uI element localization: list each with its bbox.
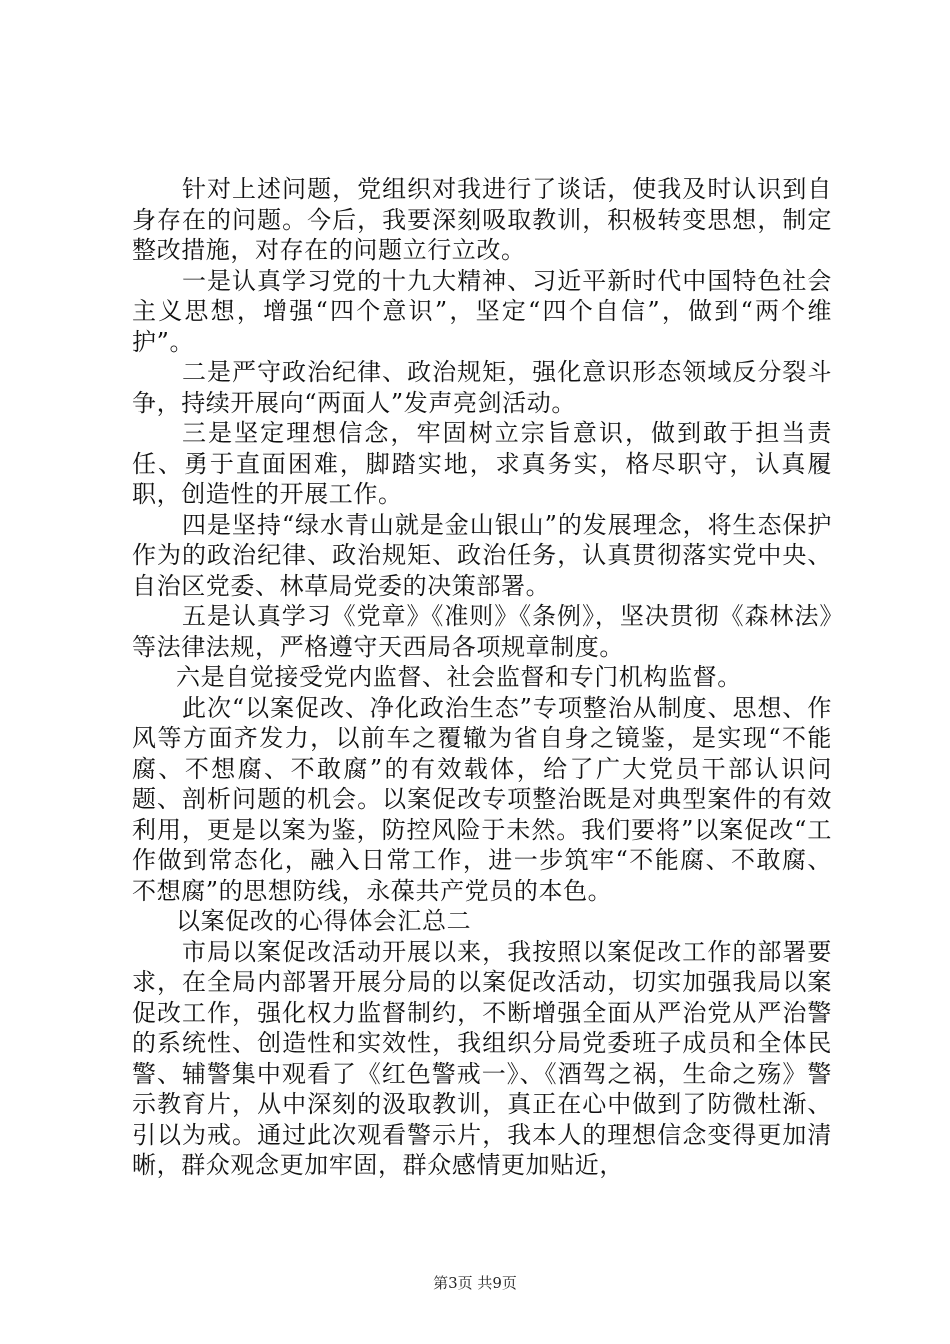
paragraph-1: 针对上述问题，党组织对我进行了谈话，使我及时认识到自身存在的问题。今后，我要深刻吸取教训，积极转变思想，制定整改措施，对存在的问题立行立改。 — [132, 175, 832, 264]
paragraph-9: 市局以案促改活动开展以来，我按照以案促改工作的部署要求，在全局内部署开展分局的以案促改活动，切实加强我局以案促改工作，强化权力监督制约，不断增强全面从严治党从严治警的系统性、创造性和实效性，我组织分局党委班子成员和全体民警、辅警集中观看了《红色警戒一》、《酒驾之祸，生命之殇》警示教育片，从中深刻的汲取教训，真正在心中做到了防微杜渐、引以为戒。通过此次观看警示片，我本人的理想信念变得更加清晰，群众观念更加牢固，群众感情更加贴近， — [132, 937, 832, 1179]
paragraph-8: 此次“以案促改、净化政治生态”专项整治从制度、思想、作风等方面齐发力，以前车之覆辙为省自身之镜鉴，是实现“不能腐、不想腐、不敢腐”的有效载体，给了广大党员干部认识问题、剖析问题的机会。以案促改专项整治既是对典型案件的有效利用，更是以案为鉴，防控风险于未然。我们要将”以案促改“工作做到常态化，融入日常工作，进一步筑牢“不能腐、不敢腐、不想腐”的思想防线，永葆共产党员的本色。 — [132, 693, 832, 905]
document-body — [132, 174, 832, 1181]
paragraph-5: 四是坚持“绿水青山就是金山银山”的发展理念，将生态保护作为的政治纪律、政治规矩、政治任务，认真贯彻落实党中央、自治区党委、林草局党委的决策部署。 — [132, 510, 832, 600]
paragraph-7: 六是自觉接受党内监督、社会监督和专门机构监督。 — [176, 663, 742, 691]
paragraph-3: 二是严守政治纪律、政治规矩，强化意识形态领域反分裂斗争，持续开展向“两面人”发声亮剑活动。 — [132, 358, 832, 417]
paragraph-4: 三是坚定理想信念，牢固树立宗旨意识，做到敢于担当责任、勇于直面困难，脚踏实地，求真务实，格尽职守，认真履职，创造性的开展工作。 — [132, 419, 832, 508]
paragraph-6: 五是认真学习《党章》《准则》《条例》，坚决贯彻《森林法》等法律法规，严格遵守天西局各项规章制度。 — [132, 602, 832, 661]
section-heading: 以案促改的心得体会汇总二 — [176, 907, 472, 935]
page-footer: 第3页 共9页 — [433, 1274, 517, 1292]
paragraph-2: 一是认真学习党的十九大精神、习近平新时代中国特色社会主义思想，增强“四个意识”，坚定“四个自信”，做到“两个维护”。 — [132, 266, 832, 356]
